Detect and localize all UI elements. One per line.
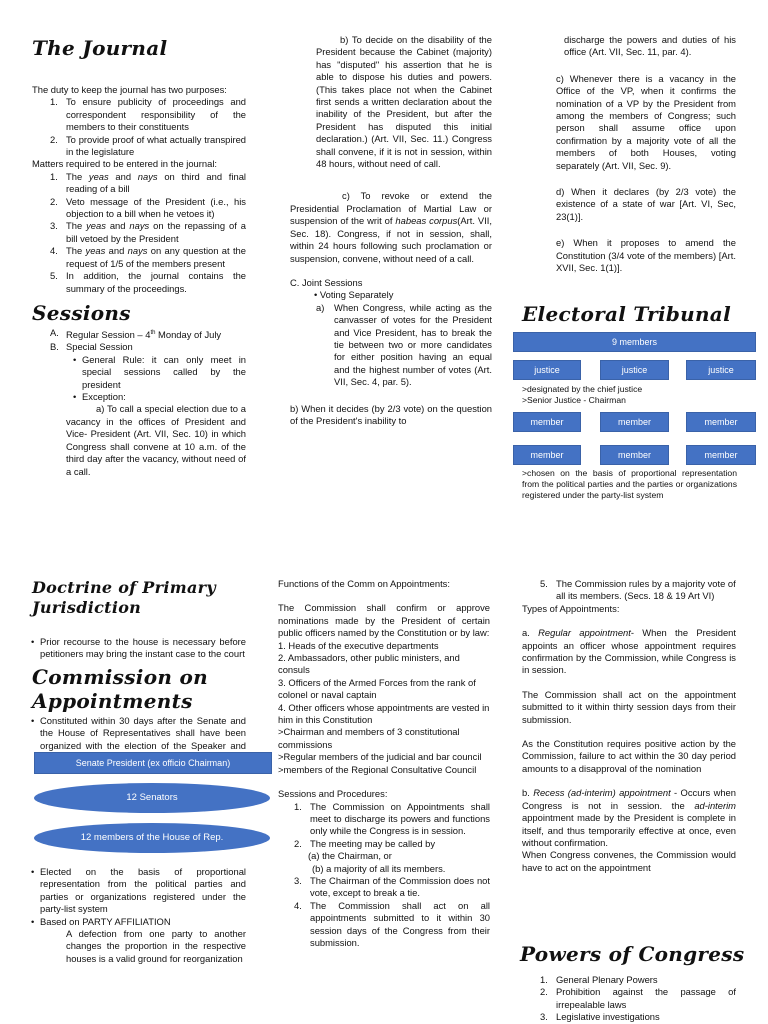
functions-section [278, 578, 490, 949]
function-item: >Chairman and members of 3 constitutional commissions [278, 726, 460, 750]
list-item: 1. The yeas and nays on third and final reading of a bill [50, 170, 246, 195]
list-item: • Based on PARTY AFFILIATION [31, 915, 171, 927]
tribunal-title: Electoral Tribunal [522, 302, 731, 326]
joint-d: d) When it declares (by 2/3 vote) the existence of a state of war [Art. VI, Sec, 23(1)]. [556, 186, 736, 222]
functions-intro: The Commission shall confirm or approve nominations made by the President of certain public officers named by the Constitution or by law: [278, 602, 490, 639]
special-session-b: b) To decide on the disability of the President because the Cabinet (majority) has "disputed" his assertion that he is able to dispose his duties and powers. (This takes place not when the Cabinet first sends a written declaration about the inability of the President, but after the President has disputed this initial declaration.) (Art. VII, Sec. 11.) Congress shall convene, if it is not in session, within 48 hours, without need of call. [316, 34, 492, 170]
tribunal-member-box: member [600, 445, 669, 465]
joint-sessions-heading: C. Joint Sessions [290, 276, 363, 288]
list-item: 2. Prohibition against the passage of irrepealable laws [540, 986, 736, 1010]
list-item: 3. The Chairman of the Commission does not vote, except to break a tie. [294, 874, 490, 899]
commission-title: Commission on Appointments [32, 664, 208, 713]
regular-appointment: a. Regular appointment- When the President appoints an officer whose appointment requires confirmation by the Commission, while Congress is in session. [522, 627, 736, 676]
inability-continued: discharge the powers and duties of his office (Art. VII, Sec. 11, par. 4). [564, 34, 736, 58]
list-item: 5. The Commission rules by a majority vote of all its members. (Secs. 18 & 19 Art VI) [540, 578, 736, 602]
function-item: 1. Heads of the executive departments [278, 639, 439, 651]
tribunal-member-box: member [513, 412, 581, 432]
sessions-procedures-heading: Sessions and Procedures: [278, 788, 388, 800]
commission-basis [32, 866, 246, 965]
doctrine-title: Doctrine of Primary Jurisdiction [32, 578, 216, 617]
types-heading: Types of Appointments: [522, 602, 620, 614]
list-item: 4. The yeas and nays on any question at the request of 1/5 of the members present [50, 245, 246, 269]
regular-appointment-act: The Commission shall act on the appointment submitted to it within thirty session days from their submission. [522, 688, 736, 725]
tribunal-member-box: member [600, 412, 669, 432]
tribunal-members-box: 9 members [513, 332, 756, 352]
sessions-title: Sessions [32, 300, 131, 325]
recess-appointment: b. Recess (ad-interim) appointment - Occurs when Congress is not in session. the ad-interim appointment made by the President is complete in itself, and thus temporarily effective at once, even without confirmation. [522, 787, 736, 848]
list-item: B. Special Session [50, 341, 133, 353]
congress-convenes: When Congress convenes, the Commission would have to act on the appointment [522, 849, 736, 873]
function-item: 3. Officers of the Armed Forces from the rank of colonel or naval captain [278, 676, 476, 701]
exception-a: a) To call a special election due to a vacancy in the offices of President and Vice- President (Art. VII, Sec. 10) in which Congress shall convene at 10 a.m. of the third day after the vacancy, without need of a call. [66, 403, 246, 477]
doctrine-list [31, 636, 246, 661]
tribunal-note-justices: >designated by the chief justice >Senior Justice - Chairman [522, 384, 643, 405]
list-item: 2. The meeting may be called by (a) the Chairman, or (b) a majority of all its members. [294, 837, 446, 874]
list-item: • Prior recourse to the house is necessary before petitioners may bring the instant case to the court [31, 636, 246, 660]
appointments-types [522, 578, 736, 874]
list-item: 3. The yeas and nays on the repassing of a bill vetoed by the President [50, 220, 246, 244]
tribunal-justice-box: justice [513, 360, 581, 380]
function-item: >Regular members of the judicial and bar council [278, 751, 482, 763]
special-session-rules [73, 353, 246, 404]
function-item: >members of the Regional Consultative Council [278, 763, 477, 775]
functions-heading: Functions of the Comm on Appointments: [278, 578, 450, 589]
journal-title: The Journal [32, 36, 168, 60]
list-item: A. Regular Session – 4th Monday of July [50, 326, 222, 341]
procedures-list [294, 800, 490, 950]
function-item: 4. Other officers whose appointments are vested in him in this Constitution [278, 701, 490, 726]
tribunal-note-members: >chosen on the basis of proportional representation from the political parties and the parties or organizations registered under the party-list system [522, 468, 737, 500]
list-item: 2. Veto message of the President (i.e., his objection to a bill when he vetoes it) [50, 195, 246, 220]
positive-action: As the Constitution requires positive action by the Commission, failure to act within the 30 day period amounts to a disapproval of the nomination [522, 738, 736, 774]
journal-matters-heading: Matters required to be entered in the journal: [32, 158, 218, 170]
senators-oval: 12 Senators [34, 783, 270, 813]
list-item: 1. General Plenary Powers [540, 974, 658, 985]
joint-e: e) When it proposes to amend the Constitution (3/4 vote of the members) [Art. XVII, Sec. 1(1)]. [556, 237, 736, 274]
joint-b: b) When it decides (by 2/3 vote) on the question of the President's inability to [290, 402, 492, 426]
list-item: • Elected on the basis of proportional representation from the political parties and parties or organizations registered under the party-list system [31, 866, 246, 915]
journal-section [32, 36, 246, 478]
list-item: 1. To ensure publicity of proceedings and correspondent responsibility of the members to their constituents [50, 96, 246, 133]
procedures-list-continued [540, 578, 736, 603]
journal-matters [50, 170, 246, 295]
list-item: 4. The Commission shall act on all appointments submitted to it within 30 session days of the Congress from their submission. [294, 899, 490, 948]
list-item: 2. To provide proof of what actually transpired in the legislature [50, 133, 246, 158]
tribunal-member-box: member [686, 445, 756, 465]
special-session-c: c) To revoke or extend the Presidential Proclamation of Martial Law or suspension of the writ of habeas corpus(Art. VII, Sec. 18). Congress, if not in session, shall, within 24 hours following such proclamation or suspension, convene, without need of a call. [290, 190, 492, 264]
list-item: 1. The Commission on Appointments shall meet to discharge its powers and functions only while the Congress is in session. [294, 800, 490, 837]
powers-title: Powers of Congress [520, 942, 745, 966]
journal-intro: The duty to keep the journal has two purposes: [32, 84, 227, 95]
sessions-list [50, 326, 246, 354]
commission-basis-list [31, 866, 246, 928]
house-members-oval: 12 members of the House of Rep. [34, 823, 270, 853]
doctrine-section [32, 578, 246, 764]
joint-c: c) Whenever there is a vacancy in the Office of the VP, when it confirms the nomination of a VP by the President from among the members of Congress; such person shall assume office upon confirmation by a majority vote of all the members of both Houses, voting separately (Art. VII, Sec. 9). [556, 72, 736, 171]
tribunal-justice-box: justice [600, 360, 669, 380]
powers-list [540, 974, 736, 1024]
col2-top [290, 34, 492, 427]
list-item: • General Rule: it can only meet in special sessions called by the president [73, 353, 246, 390]
senate-president-box: Senate President (ex officio Chairman) [34, 752, 272, 774]
list-item: • Constituted within 30 days after the Senate and the House of Representatives shall have been organized with the election of the Speaker and [31, 714, 246, 751]
function-item: 2. Ambassadors, other public ministers, and consuls [278, 652, 460, 676]
defection-text: A defection from one party to another changes the proportion in the respective houses is a valid ground for reorganization [66, 928, 246, 964]
tribunal-member-box: member [686, 412, 756, 432]
tribunal-justice-box: justice [686, 360, 756, 380]
list-item: 5. In addition, the journal contains the summary of the proceedings. [50, 270, 246, 294]
joint-a: a) When Congress, while acting as the canvasser of votes for the President and Vice President, has to break the tie between two or more candidates for either position having an equal and the highest number of votes (Art. VII, Sec. 4, par. 5). [316, 301, 492, 388]
tribunal-member-box: member [513, 445, 581, 465]
col3-top [512, 34, 736, 275]
list-item: • Exception: [73, 391, 126, 403]
journal-purposes [50, 96, 246, 158]
voting-separately: • Voting Separately [314, 289, 394, 301]
list-item: 3. Legislative investigations [540, 1011, 660, 1023]
